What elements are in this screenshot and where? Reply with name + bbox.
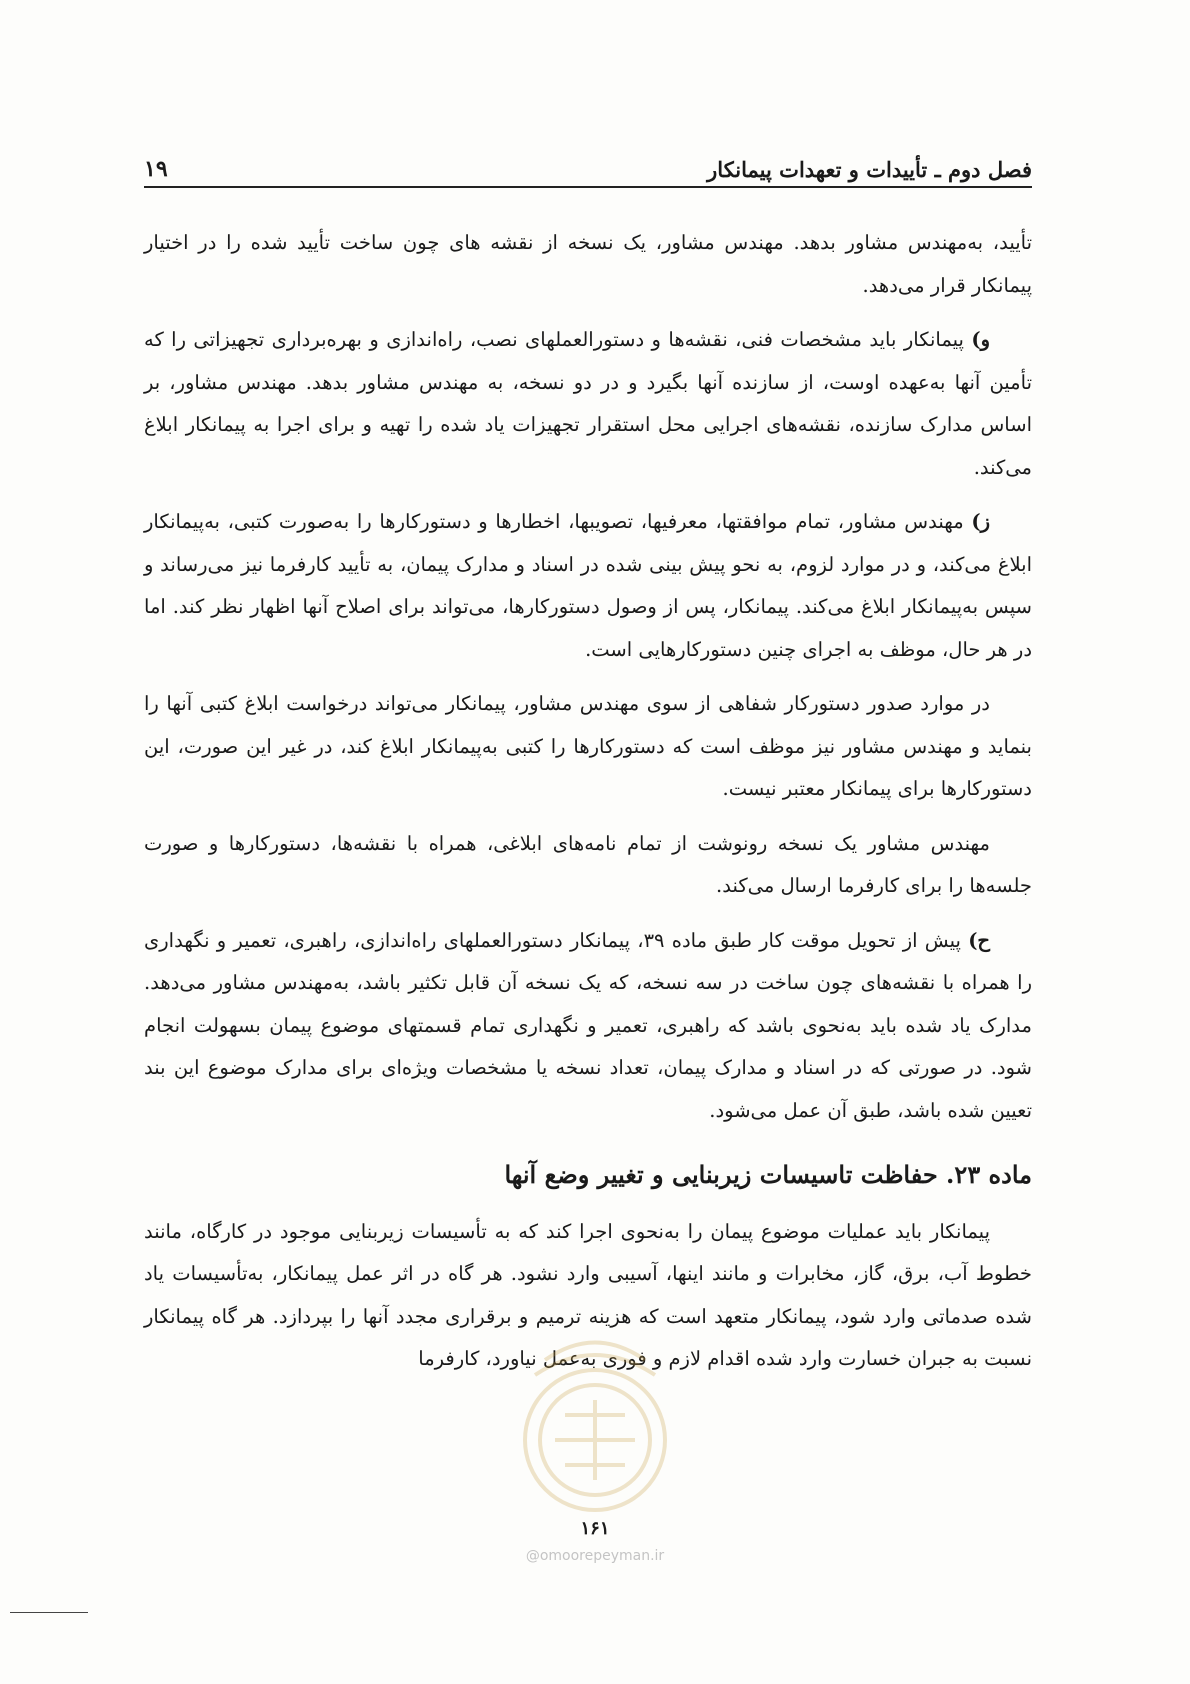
clause-label: ح) bbox=[968, 928, 991, 952]
header-page-number: ۱۹ bbox=[144, 156, 168, 182]
page-body bbox=[144, 222, 1032, 1393]
paragraph-continued: تأیید، به‌مهندس مشاور بدهد. مهندس مشاور، یک نسخه از نقشه های چون ساخت تأیید شده را در اختیار پیمانکار قرار می‌دهد. bbox=[144, 231, 1032, 297]
article-heading: ماده ۲۳. حفاظت تاسیسات زیربنایی و تغییر وضع آنها bbox=[504, 1160, 1032, 1189]
paragraph-copies: مهندس مشاور یک نسخه رونوشت از تمام نامه‌های ابلاغی، همراه با نقشه‌ها، دستورکارها و صورت جلسه‌ها را برای کارفرما ارسال می‌کند. bbox=[144, 831, 1032, 897]
clause-label: ز) bbox=[971, 510, 990, 533]
article-paragraph: پیمانکار باید عملیات موضوع پیمان را به‌نحوی اجرا کند که به تأسیسات زیربنایی موجود در کارگاه، مانند خطوط آب، برق، گاز، مخابرات و مانند اینها، آسیبی وارد نشود. هر گاه در اثر عمل پیمانکار، به‌تأسیسات یاد شده صدماتی وارد شود، پیمانکار متعهد است که هزینه ترمیم و برقراری مجدد آنها را بپردازد. هر گاه پیمانکار نسبت به جبران خسارت وارد شده اقدام لازم و فوری به‌عمل نیاورد، کارفرما bbox=[144, 1219, 1032, 1370]
paragraph-verbal-orders: در موارد صدور دستورکار شفاهی از سوی مهندس مشاور، پیمانکار می‌تواند درخواست ابلاغ کتبی آنها را بنماید و مهندس مشاور نیز موظف است که دستورکارها را کتبی به‌پیمانکار ابلاغ کند، در غیر این صورت، این دستورکارها برای پیمانکار معتبر نیست. bbox=[144, 692, 1032, 800]
paragraph-clause-he: ح) پیش از تحویل موقت کار طبق ماده ۳۹، پیمانکار دستورالعملهای راه‌اندازی، راهبری، تعمیر و نگهداری را همراه با نقشه‌های چون ساخت در سه نسخه، که یک نسخه آن قابل تکثیر باشد، به‌مهندس مشاور می‌دهد. مدارک یاد شده باید به‌نحوی باشد که راهبری، تعمیر و نگهداری تمام قسمتهای موضوع پیمان بسهولت انجام شود. در صورتی که در اسناد و مدارک پیمان، تعداد نسخه یا مشخصات ویژه‌ای برای مدارک موضوع این بند تعیین شده باشد، طبق آن عمل می‌شود. bbox=[144, 928, 1032, 1122]
clause-label: و) bbox=[971, 328, 990, 351]
footer-page-number: ۱۶۱ bbox=[580, 1518, 610, 1539]
page-header bbox=[144, 148, 1032, 188]
corner-divider bbox=[10, 1612, 88, 1613]
paragraph-clause-vav: و) پیمانکار باید مشخصات فنی، نقشه‌ها و دستورالعملهای نصب، راه‌اندازی و بهره‌برداری تجهیزاتی را که تأمین آنها به‌عهده اوست، از سازنده آنها بگیرد و در دو نسخه، به مهندس مشاور بدهد. مهندس مشاور، بر اساس مدارک سازنده، نقشه‌های اجرایی محل استقرار تجهیزات یاد شده را تهیه و برای اجرا به پیمانکار ابلاغ می‌کند. bbox=[144, 328, 1032, 479]
paragraph-clause-ze: ز) مهندس مشاور، تمام موافقتها، معرفیها، تصویبها، اخطارها و دستورکارها را به‌صورت کتبی، به‌پیمانکار ابلاغ می‌کند، و در موارد لزوم، به نحو پیش بینی شده در اسناد و مدارک پیمان، به تأیید کارفرما نیز می‌رساند و سپس به‌پیمانکار ابلاغ می‌کند. پیمانکار، پس از وصول دستورکارها، می‌تواند برای اصلاح آنها اظهار نظر کند. اما در هر حال، موظف به اجرای چنین دستورکارهایی است. bbox=[144, 510, 1032, 661]
watermark-text: @omoorepeyman.ir bbox=[525, 1548, 665, 1564]
chapter-title: فصل دوم ـ تأییدات و تعهدات پیمانکار bbox=[707, 157, 1032, 182]
